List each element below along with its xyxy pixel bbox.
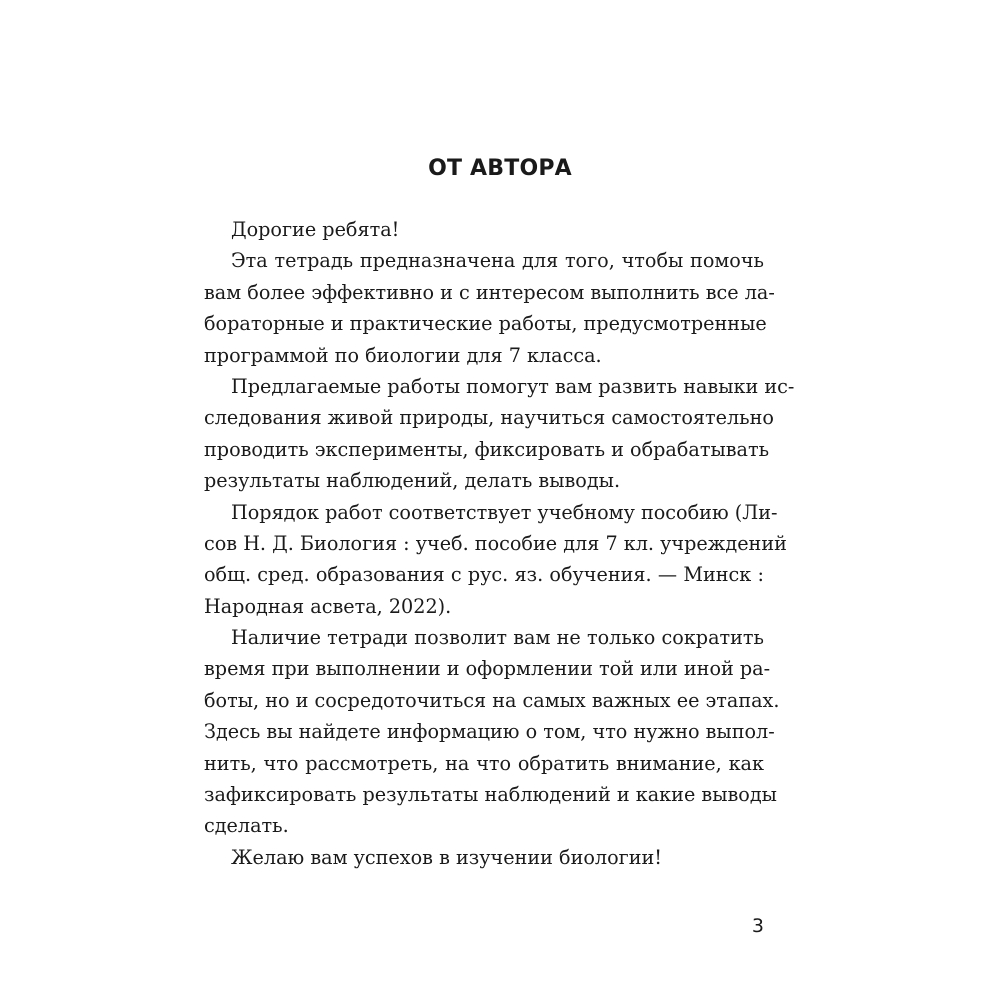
paragraph — [204, 245, 775, 371]
text-line: Дорогие ребята! — [231, 218, 400, 241]
paragraph — [204, 622, 780, 842]
text-line: боты, но и сосредоточиться на самых важных ее этапах. — [204, 688, 780, 712]
text-line: результаты наблюдений, делать выводы. — [204, 469, 621, 493]
text-line: вам более эффективно и с интересом выполнить все ла- — [204, 280, 775, 304]
paragraph — [204, 214, 764, 245]
text-line: сделать. — [204, 814, 289, 838]
paragraph — [204, 371, 795, 497]
text-line: Порядок работ соответствует учебному пособию (Ли- — [231, 500, 778, 524]
text-line: бораторные и практические работы, предусмотренные — [204, 312, 767, 336]
body-text — [204, 214, 795, 873]
text-line: зафиксировать результаты наблюдений и какие выводы — [204, 783, 777, 807]
text-line: программой по биологии для 7 класса. — [204, 343, 602, 367]
text-line: следования живой природы, научиться самостоятельно — [204, 406, 774, 430]
text-line: Наличие тетради позволит вам не только сократить — [231, 626, 764, 650]
text-line: нить, что рассмотреть, на что обратить внимание, как — [204, 751, 764, 775]
text-line: сов Н. Д. Биология : учеб. пособие для 7 кл. учреждений — [204, 531, 787, 555]
text-line: время при выполнении и оформлении той или иной ра- — [204, 657, 771, 681]
paragraph — [204, 497, 787, 623]
text-line: Желаю вам успехов в изучении биологии! — [231, 845, 662, 869]
text-line: общ. сред. образования с рус. яз. обучения. — Минск : — [204, 563, 764, 587]
paragraph — [204, 842, 764, 873]
text-line: Эта тетрадь предназначена для того, чтобы помочь — [231, 249, 764, 273]
page-title: ОТ АВТОРА — [428, 156, 572, 181]
text-line: Предлагаемые работы помогут вам развить навыки ис- — [231, 374, 795, 398]
text-line: Здесь вы найдете информацию о том, что нужно выпол- — [204, 720, 775, 744]
text-line: Народная асвета, 2022). — [204, 594, 452, 618]
page-number: 3 — [751, 915, 764, 937]
text-line: проводить эксперименты, фиксировать и обрабатывать — [204, 437, 770, 461]
